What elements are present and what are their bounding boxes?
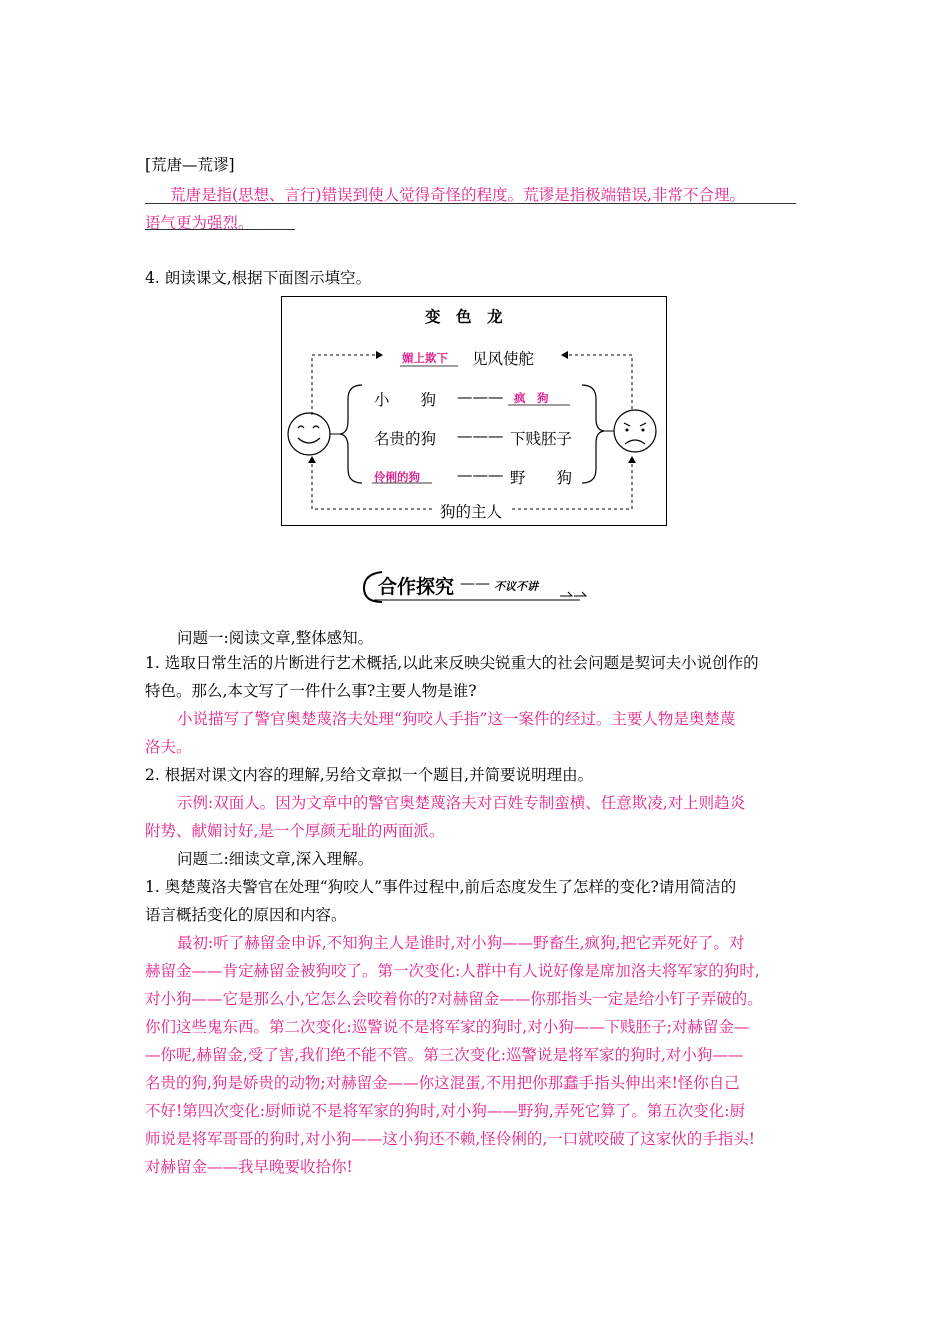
row2-dash: ———: [457, 427, 504, 445]
row2-left: 名贵的狗: [374, 430, 437, 448]
q2-answer-line: 不好!第四次变化:厨师说不是将军家的狗时,对小狗——野狗,弄死它算了。第五次变化:厨: [145, 1102, 746, 1120]
q1-heading: 问题一:阅读文章,整体感知。: [177, 629, 374, 647]
diagram-title: 变 色 龙: [425, 307, 503, 326]
vocab-explain-line2: 语气更为强烈。: [145, 214, 254, 232]
q1-item1-line1: 1. 选取日常生活的片断进行艺术概括,以此来反映尖锐重大的社会问题是契诃夫小说创作的: [145, 654, 759, 672]
arrow-top-right: [562, 355, 632, 409]
q1-answer2-line2: 附势、献媚讨好,是一个厚颜无耻的两面派。: [145, 822, 445, 840]
section-header: [360, 566, 590, 606]
sad-face-icon: [614, 410, 656, 452]
q2-answer-line: 名贵的狗,狗是娇贵的动物;对赫留金——你这混蛋,不用把你那蠢手指头伸出来!怪你自己: [145, 1074, 740, 1092]
right-brace: [582, 385, 604, 483]
q2-item1-line1: 1. 奥楚蔑洛夫警官在处理“狗咬人”事件过程中,前后态度发生了怎样的变化?请用简洁的: [145, 878, 737, 896]
q2-answer-line: 赫留金——肯定赫留金被狗咬了。第一次变化:人群中有人说好像是席加洛夫将军家的狗时,: [145, 962, 760, 980]
vocab-heading: [荒唐—荒谬]: [145, 156, 235, 174]
row2-right: 下贱胚子: [510, 430, 573, 448]
top-phrase: 见风使舵: [472, 350, 535, 368]
q2-answer-line: —你呢,赫留金,受了害,我们绝不能不管。第三次变化:巡警说是将军家的狗时,对小狗——: [145, 1046, 744, 1064]
header-title: 合作探究: [378, 576, 455, 598]
answer-underline: [145, 229, 295, 230]
q2-answer-line: 对赫留金——我早晚要收拾你!: [145, 1158, 353, 1176]
row1-right: 疯 狗: [514, 391, 549, 405]
q2-item1-line2: 语言概括变化的原因和内容。: [145, 906, 347, 924]
row1-dash: ———: [457, 388, 504, 406]
header-dash: ——: [460, 574, 490, 592]
q2-heading: 问题二:细读文章,深入理解。: [177, 850, 374, 868]
chameleon-diagram: [281, 296, 667, 526]
fill-top: 媚上欺下: [402, 351, 448, 365]
happy-face-icon: [288, 413, 330, 455]
diagram-lines: [282, 297, 668, 527]
row3-right: 野 狗: [510, 469, 573, 487]
task4-instruction: 4. 朗读课文,根据下面图示填空。: [145, 269, 372, 287]
q1-answer2-line1: 示例:双面人。因为文章中的警官奥楚蔑洛夫对百姓专制蛮横、任意欺凌,对上则趋炎: [177, 794, 746, 812]
q1-item2: 2. 根据对课文内容的理解,另给文章拟一个题目,并简要说明理由。: [145, 766, 594, 784]
answer-underline: [145, 203, 796, 204]
arrow-top-left: [312, 355, 382, 415]
bottom-label: 狗的主人: [440, 503, 503, 521]
vocab-explain-line1: 荒唐是指(思想、言行)错误到使人觉得奇怪的程度。荒谬是指极端错误,非常不合理。: [170, 186, 746, 204]
q2-answer-line: 师说是将军哥哥的狗时,对小狗——这小狗还不赖,怪伶俐的,一口就咬破了这家伙的手指头!: [145, 1130, 756, 1148]
left-brace: [340, 385, 362, 483]
header-subtitle: 不议不讲: [494, 580, 538, 593]
row3-left: 伶俐的狗: [374, 470, 420, 484]
q2-answer-line: 最初:听了赫留金申诉,不知狗主人是谁时,对小狗——野畜生,疯狗,把它弄死好了。对: [177, 934, 745, 952]
q1-answer1-line1: 小说描写了警官奥楚蔑洛夫处理“狗咬人手指”这一案件的经过。主要人物是奥楚蔑: [177, 710, 736, 728]
q1-item1-line2: 特色。那么,本文写了一件什么事?主要人物是谁?: [145, 682, 477, 700]
q1-answer1-line2: 洛夫。: [145, 738, 192, 756]
q2-answer-line: 你们这些鬼东西。第二次变化:巡警说不是将军家的狗时,对小狗——下贱胚子;对赫留金—: [145, 1018, 750, 1036]
q2-answer-line: 对小狗——它是那么小,它怎么会咬着你的?对赫留金——你那指头一定是给小钉子弄破的。: [145, 990, 763, 1008]
row1-left: 小 狗: [374, 391, 437, 409]
row3-dash: ———: [457, 466, 504, 484]
